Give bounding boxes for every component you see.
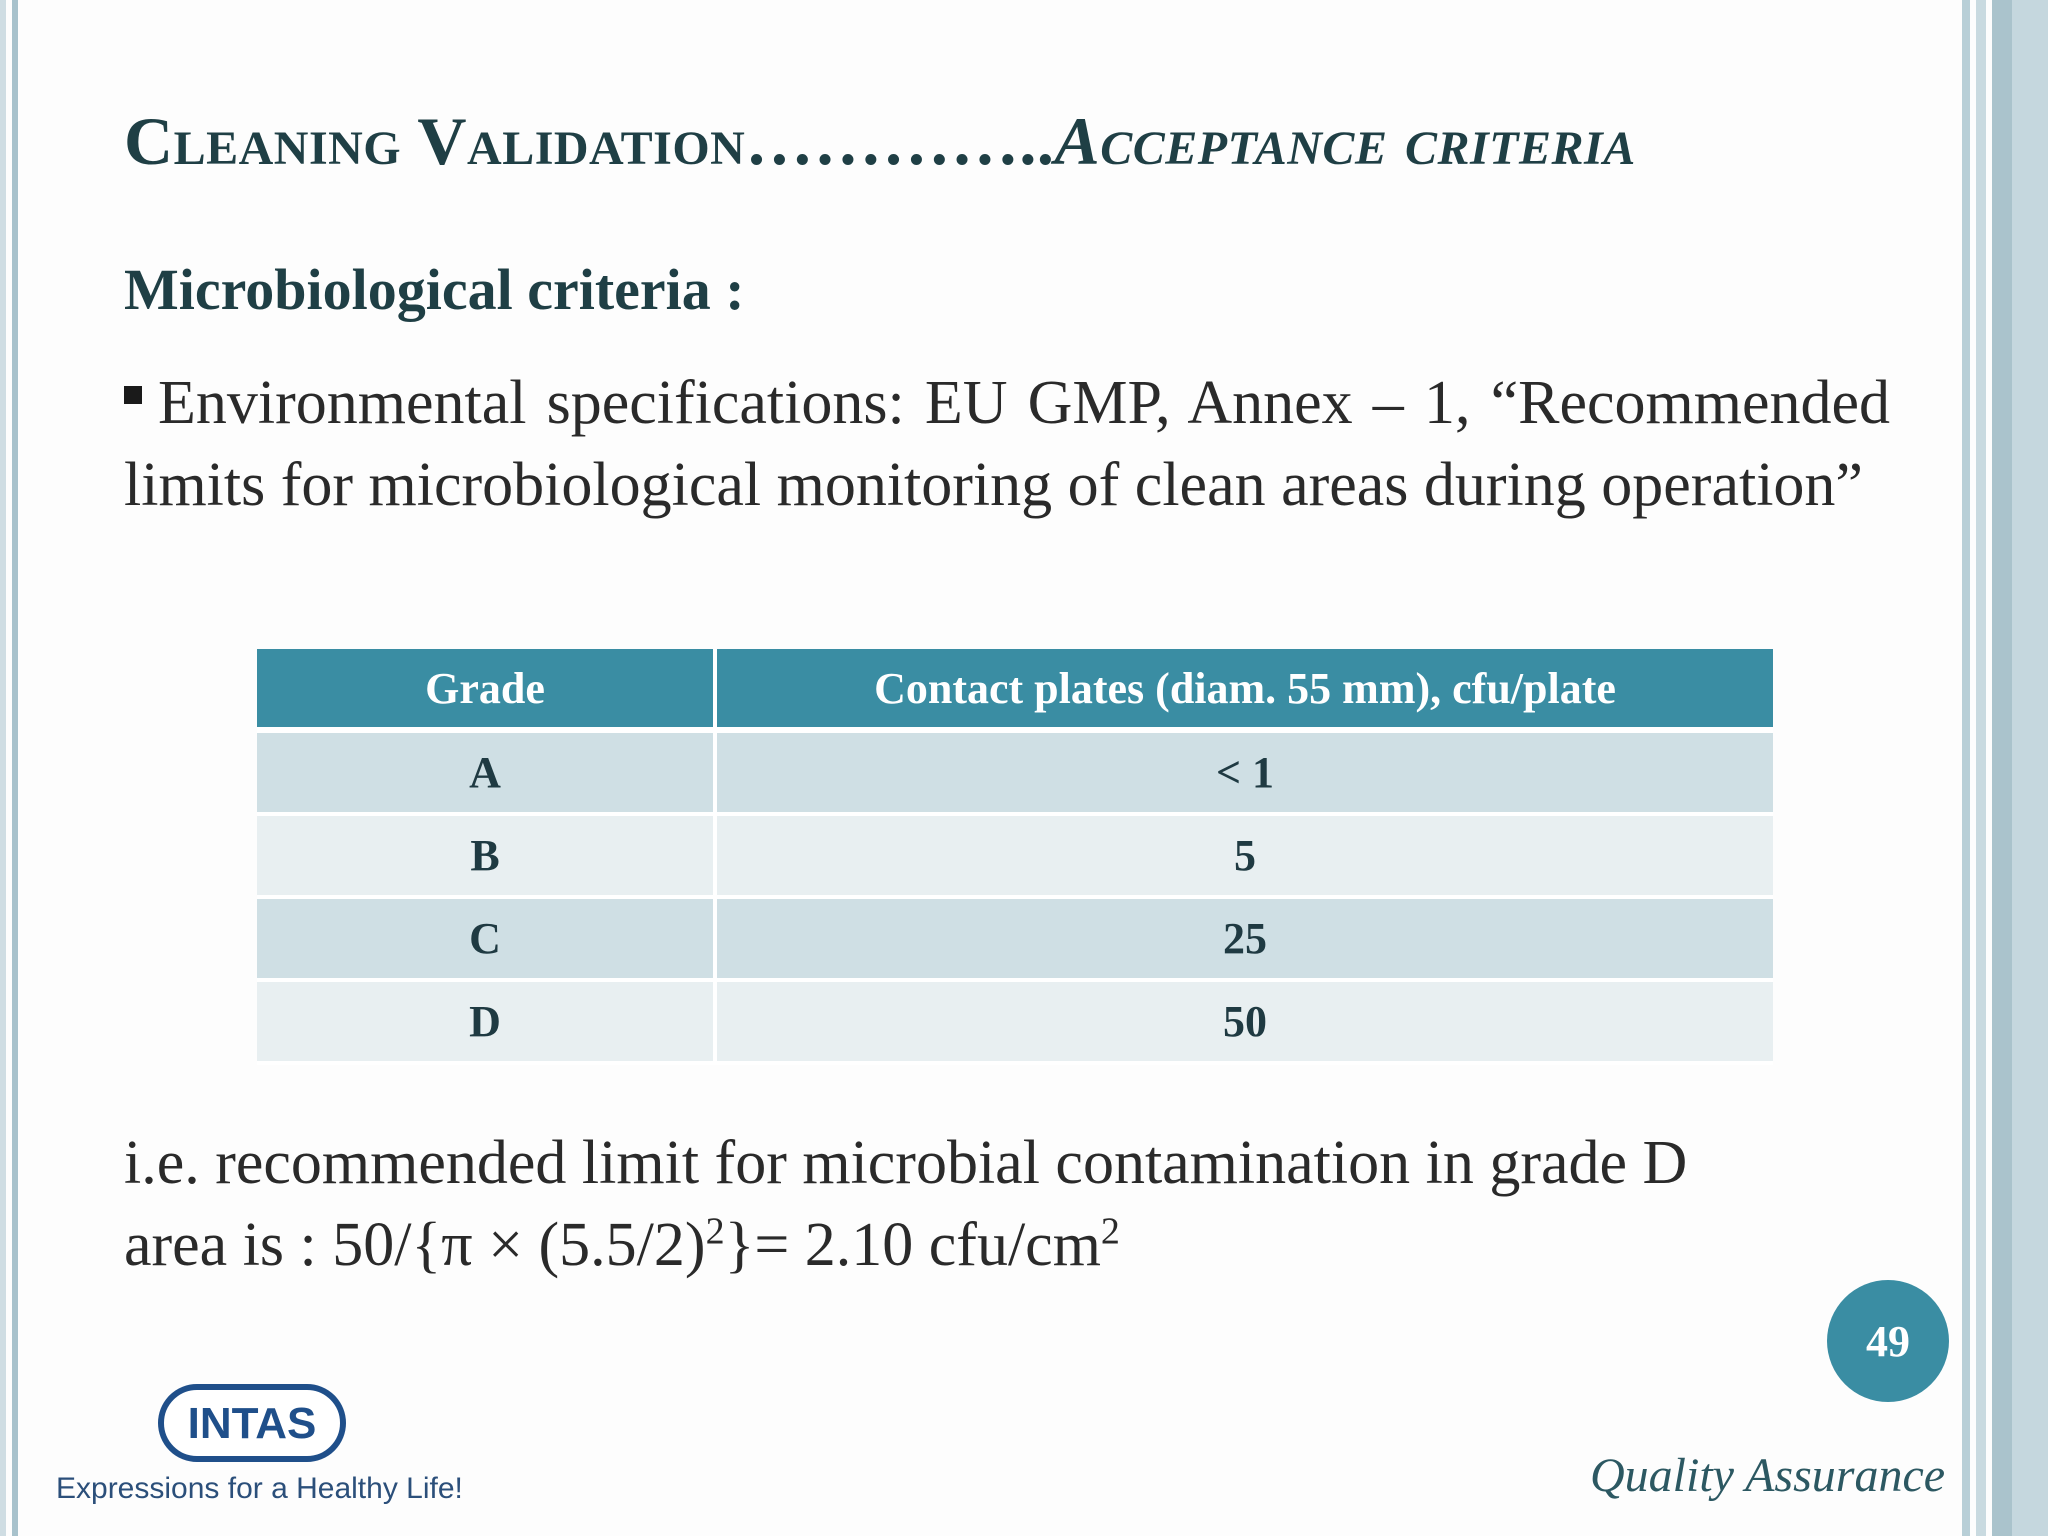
conclusion-text — [124, 1122, 1890, 1286]
table-cell-grade: A — [257, 730, 715, 814]
table-header-row — [257, 649, 1773, 730]
section-subheading: Microbiological criteria : — [124, 257, 745, 322]
left-decorative-stripe-inner — [12, 0, 18, 1536]
right-decorative-stripe-3 — [1992, 0, 2012, 1536]
table-cell-value: < 1 — [715, 730, 1773, 814]
table-header-contact-plates: Contact plates (diam. 55 mm), cfu/plate — [715, 649, 1773, 730]
title-dots: ………….. — [745, 103, 1055, 179]
slide-title — [124, 102, 1924, 181]
bullet-text: Environmental specifications: EU GMP, Annex – 1, “Recommended limits for microbiological monitoring of clean areas during operation” — [124, 369, 1890, 519]
title-italic: Acceptance criteria — [1054, 103, 1636, 179]
conclusion-exponent-1: 2 — [705, 1210, 725, 1253]
page-number-badge: 49 — [1827, 1280, 1949, 1402]
table-row — [257, 980, 1773, 1063]
table-row — [257, 897, 1773, 980]
footer-department: Quality Assurance — [1590, 1449, 1946, 1502]
title-main: Cleaning Validation — [124, 103, 746, 179]
bullet-paragraph — [124, 362, 1890, 526]
conclusion-formula-result: }= 2.10 cfu/cm — [724, 1211, 1101, 1279]
right-decorative-stripe-2 — [1976, 0, 1986, 1536]
table-header-grade: Grade — [257, 649, 715, 730]
square-bullet-icon — [124, 386, 142, 404]
table-cell-grade: B — [257, 814, 715, 897]
table-row — [257, 730, 1773, 814]
table-cell-grade: C — [257, 897, 715, 980]
table-cell-value: 5 — [715, 814, 1773, 897]
left-decorative-stripe — [0, 0, 6, 1536]
conclusion-formula-prefix: area is : 50/{π × (5.5/2) — [124, 1211, 706, 1279]
intas-logo — [158, 1383, 346, 1463]
conclusion-line-2 — [124, 1204, 1890, 1286]
conclusion-exponent-2: 2 — [1100, 1210, 1120, 1253]
microbial-limits-table — [257, 649, 1773, 1065]
right-decorative-stripe-4 — [2012, 0, 2048, 1536]
company-tagline: Expressions for a Healthy Life! — [56, 1472, 463, 1505]
right-decorative-stripe-1 — [1962, 0, 1970, 1536]
table-cell-value: 25 — [715, 897, 1773, 980]
logo-wordmark: INTAS — [187, 1399, 317, 1448]
table-cell-value: 50 — [715, 980, 1773, 1063]
table-cell-grade: D — [257, 980, 715, 1063]
conclusion-line-1: i.e. recommended limit for microbial contamination in grade D — [124, 1129, 1688, 1197]
table-row — [257, 814, 1773, 897]
